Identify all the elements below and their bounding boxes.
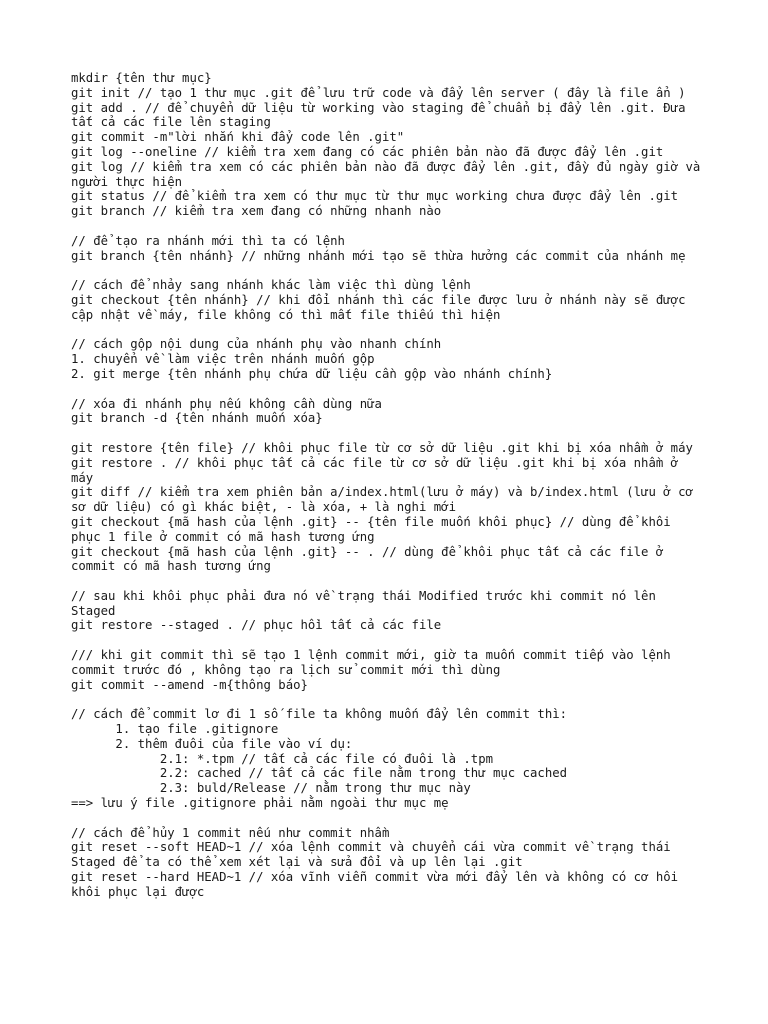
- text-line: 2.2: cached // tất cả các file nằm trong thư mục cached: [71, 766, 568, 781]
- paragraph: [71, 441, 701, 574]
- text-line: 2.1: *.tpm // tất cả các file có đuôi là .tpm: [71, 751, 493, 766]
- text-line: git restore --staged . // phục hồi tất cả các file: [71, 618, 442, 633]
- paragraph: [71, 71, 708, 219]
- text-line: 1. chuyển về làm việc trên nhánh muốn gộp: [71, 352, 375, 367]
- text-line: // sau khi khôi phục phải đưa nó về trạng thái Modified trước khi commit nó lên Staged: [71, 588, 664, 618]
- paragraph: [71, 589, 701, 633]
- paragraph-gap: [71, 633, 701, 648]
- paragraph-gap: [71, 692, 701, 707]
- paragraph: [71, 278, 701, 322]
- paragraph: [71, 337, 701, 381]
- paragraph-gap: [71, 219, 701, 234]
- paragraph-gap: [71, 811, 701, 826]
- text-line: git reset --soft HEAD~1 // xóa lệnh commit và chuyển cái vừa commit về trạng thái Staged để ta có thể xem xét lại và sửa đổi và up lên lại .git: [71, 840, 679, 870]
- text-line: // cách để commit lơ đi 1 số file ta không muốn đẩy lên commit thì:: [71, 707, 568, 722]
- text-line: git add . // để chuyển dữ liệu từ working vào staging để chuẩn bị đẩy lên .git. Đưa tất cả các file lên staging: [71, 100, 693, 130]
- paragraph: [71, 648, 701, 692]
- text-line: git commit --amend -m{thông báo}: [71, 677, 308, 692]
- paragraph-gap: [71, 382, 701, 397]
- text-line: 2.3: buld/Release // nằm trong thư mục này: [71, 781, 471, 796]
- text-line: git branch {tên nhánh} // những nhánh mới tạo sẽ thừa hưởng các commit của nhánh mẹ: [71, 248, 686, 263]
- text-line: git checkout {mã hash của lệnh .git} -- . // dùng để khôi phục tất cả các file ở commit có mã hash tương ứng: [71, 544, 671, 574]
- paragraph-gap: [71, 574, 701, 589]
- text-line: mkdir {tên thư mục}: [71, 71, 212, 85]
- text-line: 2. thêm đuôi của file vào ví dụ:: [71, 736, 353, 751]
- paragraph-gap: [71, 323, 701, 338]
- text-line: // cách để nhảy sang nhánh khác làm việc thì dùng lệnh: [71, 278, 471, 293]
- text-line: ==> lưu ý file .gitignore phải nằm ngoài thư mục mẹ: [71, 796, 449, 811]
- text-line: // cách gộp nội dung của nhánh phụ vào nhanh chính: [71, 337, 442, 352]
- text-line: git reset --hard HEAD~1 // xóa vĩnh viễn commit vừa mới đẩy lên và không có cơ hôi khôi phục lại được: [71, 870, 686, 899]
- paragraph-gap: [71, 426, 701, 441]
- text-line: // cách để hủy 1 commit nếu như commit nhầm: [71, 825, 390, 840]
- paragraph: [71, 707, 701, 811]
- text-line: git branch -d {tên nhánh muốn xóa}: [71, 411, 323, 426]
- paragraph-gap: [71, 263, 701, 278]
- paragraph: [71, 397, 701, 427]
- text-line: git checkout {tên nhánh} // khi đổi nhánh thì các file được lưu ở nhánh này sẽ được cập nhật về máy, file không có thì mất file thiếu thì hiện: [71, 292, 693, 322]
- text-line: git restore {tên file} // khôi phục file từ cơ sở dữ liệu .git khi bị xóa nhầm ở máy: [71, 440, 693, 455]
- text-line: git log --oneline // kiểm tra xem đang có các phiên bản nào đã được đẩy lên .git: [71, 144, 664, 159]
- text-line: 2. git merge {tên nhánh phụ chứa dữ liệu cần gộp vào nhánh chính}: [71, 366, 553, 381]
- text-line: // xóa đi nhánh phụ nếu không cần dùng nữa: [71, 396, 382, 411]
- text-line: // để tạo ra nhánh mới thì ta có lệnh: [71, 233, 345, 248]
- text-line: git branch // kiểm tra xem đang có những nhanh nào: [71, 204, 442, 219]
- paragraph: [71, 826, 701, 900]
- text-line: git init // tạo 1 thư mục .git để lưu trữ code và đẩy lên server ( đây là file ẩn ): [71, 85, 686, 100]
- text-line: git status // để kiểm tra xem có thư mục từ thư mục working chưa được đẩy lên .git: [71, 189, 679, 204]
- paragraph: [71, 234, 701, 264]
- text-line: 1. tạo file .gitignore: [71, 722, 279, 737]
- text-line: git restore . // khôi phục tất cả các file từ cơ sở dữ liệu .git khi bị xóa nhầm ở máy: [71, 455, 686, 485]
- text-line: /// khi git commit thì sẽ tạo 1 lệnh commit mới, giờ ta muốn commit tiếp vào lệnh commit trước đó , không tạo ra lịch sử commit mới thì dùng: [71, 648, 679, 677]
- text-line: git diff // kiểm tra xem phiên bản a/index.html(lưu ở máy) và b/index.html (lưu ở cơ sơ dữ liệu) có gì khác biệt, - là xóa, + là nghi mới: [71, 485, 701, 515]
- document-body: [71, 71, 708, 900]
- text-line: git commit -m"lời nhắn khi đẩy code lên .git": [71, 130, 405, 145]
- text-line: git log // kiểm tra xem có các phiên bản nào đã được đẩy lên .git, đầy đủ ngày giờ và người thực hiện: [71, 159, 708, 189]
- text-line: git checkout {mã hash của lệnh .git} -- {tên file muốn khôi phục} // dùng để khôi phục 1 file ở commit có mã hash tương ứng: [71, 514, 679, 544]
